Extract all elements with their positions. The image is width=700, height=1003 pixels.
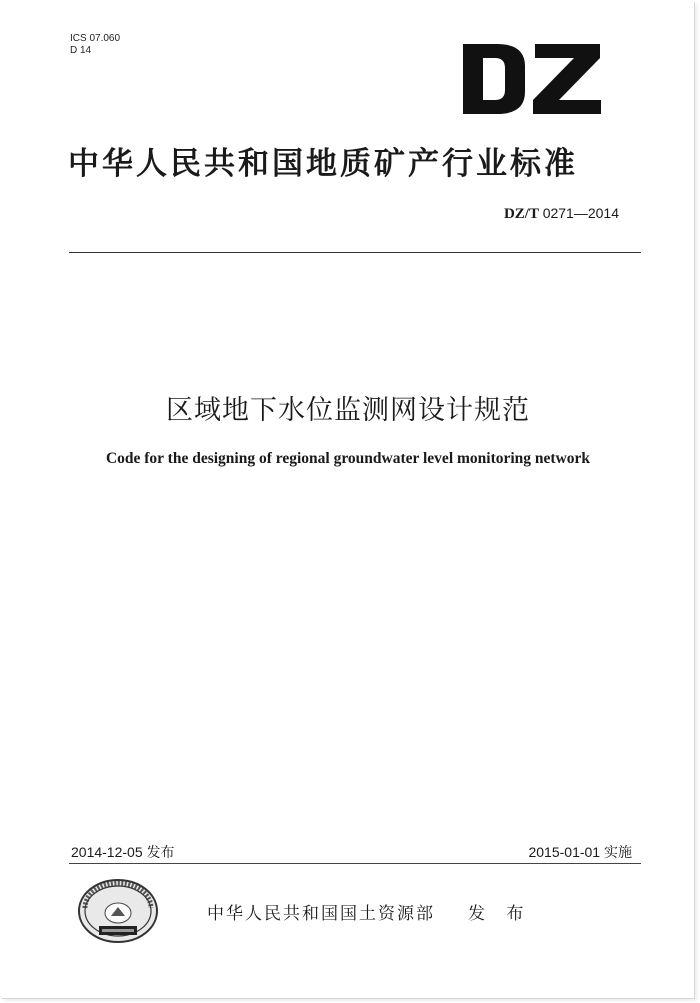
header-divider [69,252,641,253]
publish-label: 发 布 [468,904,532,924]
standard-code [504,205,619,223]
effective-date: 2015-01-01 实施 [528,844,632,860]
classification-codes [70,33,120,57]
cover-page [2,2,695,999]
issue-date: 2014-12-05 发布 [71,844,175,860]
publisher-name: 中华人民共和国国土资源部 [207,904,435,924]
standard-type-title: 中华人民共和国地质矿产行业标准 [68,146,578,182]
ics-code: ICS 07.060 [70,33,121,44]
document-title-english: Code for the designing of regional groundwater level monitoring network [105,450,591,467]
ministry-seal-icon [77,878,159,944]
footer-divider [69,863,641,864]
ccs-code: D 14 [70,45,92,56]
dz-logo [463,44,603,114]
document-title-chinese: 区域地下水位监测网设计规范 [166,395,530,426]
standard-code-prefix: DZ/T [503,206,539,222]
standard-code-number: 0271—2014 [542,205,619,221]
